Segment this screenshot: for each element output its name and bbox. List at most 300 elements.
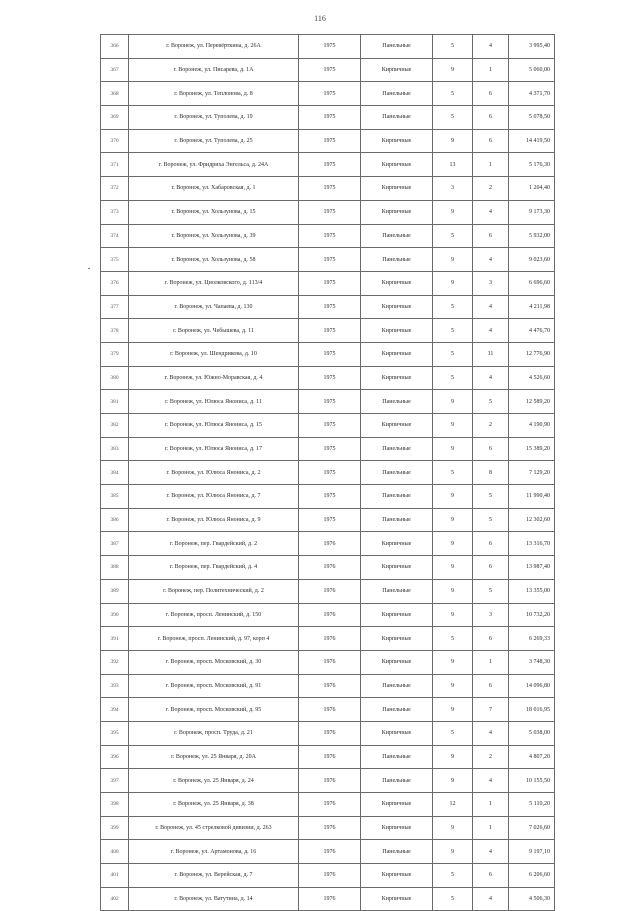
year-cell: 1975 <box>299 177 361 201</box>
row-number-cell: 392 <box>101 650 129 674</box>
year-cell: 1976 <box>299 816 361 840</box>
wall-material-cell: Панельные <box>361 461 433 485</box>
wall-material-cell: Панельные <box>361 674 433 698</box>
row-number-cell: 393 <box>101 674 129 698</box>
year-cell: 1975 <box>299 82 361 106</box>
year-cell: 1975 <box>299 129 361 153</box>
wall-material-cell: Кирпичные <box>361 532 433 556</box>
table-row <box>101 414 555 438</box>
address-cell: г. Воронеж, ул. Юлюса Янониса, д. 11 <box>129 390 299 414</box>
entrances-cell: 4 <box>473 840 509 864</box>
entrances-cell: 4 <box>473 35 509 59</box>
wall-material-cell: Панельные <box>361 437 433 461</box>
floors-cell: 5 <box>433 461 473 485</box>
row-number-cell: 379 <box>101 342 129 366</box>
wall-material-cell: Кирпичные <box>361 271 433 295</box>
floors-cell: 9 <box>433 840 473 864</box>
area-cell: 15 389,20 <box>509 437 555 461</box>
area-cell: 1 204,40 <box>509 177 555 201</box>
wall-material-cell: Кирпичные <box>361 793 433 817</box>
entrances-cell: 1 <box>473 58 509 82</box>
address-cell: г. Воронеж, просп. Московский, д. 91 <box>129 674 299 698</box>
entrances-cell: 6 <box>473 674 509 698</box>
area-cell: 4 211,98 <box>509 295 555 319</box>
table-row <box>101 485 555 509</box>
area-cell: 10 155,50 <box>509 769 555 793</box>
address-cell: г. Воронеж, ул. 25 Января, д. 24 <box>129 769 299 793</box>
row-number-cell: 367 <box>101 58 129 82</box>
area-cell: 9 173,30 <box>509 200 555 224</box>
year-cell: 1975 <box>299 485 361 509</box>
table-row <box>101 82 555 106</box>
wall-material-cell: Кирпичные <box>361 650 433 674</box>
housing-stock-table <box>100 34 555 911</box>
wall-material-cell: Кирпичные <box>361 816 433 840</box>
wall-material-cell: Панельные <box>361 224 433 248</box>
area-cell: 4 371,70 <box>509 82 555 106</box>
address-cell: г. Воронеж, ул. Хабаровская, д. 1 <box>129 177 299 201</box>
year-cell: 1976 <box>299 887 361 911</box>
floors-cell: 9 <box>433 579 473 603</box>
address-cell: г. Воронеж, просп. Труда, д. 21 <box>129 721 299 745</box>
address-cell: г. Воронеж, пер. Гвардейский, д. 4 <box>129 556 299 580</box>
area-cell: 3 995,40 <box>509 35 555 59</box>
row-number-cell: 377 <box>101 295 129 319</box>
row-number-cell: 386 <box>101 508 129 532</box>
entrances-cell: 2 <box>473 177 509 201</box>
table-row <box>101 532 555 556</box>
year-cell: 1975 <box>299 271 361 295</box>
address-cell: г. Воронеж, ул. Ватутина, д. 14 <box>129 887 299 911</box>
address-cell: г. Воронеж, ул. Циолковского, д. 113/4 <box>129 271 299 295</box>
address-cell: г. Воронеж, ул. Южно-Моравская, д. 4 <box>129 366 299 390</box>
floors-cell: 12 <box>433 793 473 817</box>
year-cell: 1975 <box>299 508 361 532</box>
address-cell: г. Воронеж, ул. 25 Января, д. 20А <box>129 745 299 769</box>
entrances-cell: 4 <box>473 319 509 343</box>
entrances-cell: 1 <box>473 153 509 177</box>
floors-cell: 9 <box>433 650 473 674</box>
address-cell: г. Воронеж, просп. Московский, д. 95 <box>129 698 299 722</box>
table-row <box>101 674 555 698</box>
entrances-cell: 6 <box>473 864 509 888</box>
wall-material-cell: Кирпичные <box>361 627 433 651</box>
year-cell: 1975 <box>299 319 361 343</box>
table-row <box>101 129 555 153</box>
year-cell: 1976 <box>299 698 361 722</box>
table-row <box>101 248 555 272</box>
year-cell: 1976 <box>299 532 361 556</box>
table-row <box>101 603 555 627</box>
area-cell: 12 302,60 <box>509 508 555 532</box>
floors-cell: 9 <box>433 698 473 722</box>
entrances-cell: 8 <box>473 461 509 485</box>
row-number-cell: 368 <box>101 82 129 106</box>
floors-cell: 9 <box>433 816 473 840</box>
year-cell: 1975 <box>299 200 361 224</box>
area-cell: 4 526,60 <box>509 366 555 390</box>
table-row <box>101 437 555 461</box>
address-cell: г. Воронеж, ул. Юлюса Янониса, д. 9 <box>129 508 299 532</box>
row-number-cell: 402 <box>101 887 129 911</box>
year-cell: 1976 <box>299 579 361 603</box>
row-number-cell: 380 <box>101 366 129 390</box>
table-row <box>101 864 555 888</box>
wall-material-cell: Кирпичные <box>361 200 433 224</box>
table-row <box>101 816 555 840</box>
table-row <box>101 35 555 59</box>
area-cell: 10 732,20 <box>509 603 555 627</box>
area-cell: 5 078,50 <box>509 106 555 130</box>
row-number-cell: 396 <box>101 745 129 769</box>
table-row <box>101 579 555 603</box>
wall-material-cell: Панельные <box>361 745 433 769</box>
address-cell: г. Воронеж, пер. Политехнический, д. 2 <box>129 579 299 603</box>
entrances-cell: 5 <box>473 508 509 532</box>
table-row <box>101 342 555 366</box>
table-row <box>101 793 555 817</box>
table-row <box>101 224 555 248</box>
wall-material-cell: Кирпичные <box>361 414 433 438</box>
wall-material-cell: Панельные <box>361 35 433 59</box>
entrances-cell: 6 <box>473 556 509 580</box>
area-cell: 14 096,80 <box>509 674 555 698</box>
year-cell: 1976 <box>299 769 361 793</box>
entrances-cell: 6 <box>473 82 509 106</box>
area-cell: 5 060,00 <box>509 58 555 82</box>
year-cell: 1975 <box>299 35 361 59</box>
wall-material-cell: Панельные <box>361 698 433 722</box>
area-cell: 6 696,60 <box>509 271 555 295</box>
floors-cell: 5 <box>433 864 473 888</box>
area-cell: 9 197,10 <box>509 840 555 864</box>
wall-material-cell: Кирпичные <box>361 177 433 201</box>
area-cell: 5 038,00 <box>509 721 555 745</box>
address-cell: г. Воронеж, просп. Ленинский, д. 150 <box>129 603 299 627</box>
table-row <box>101 627 555 651</box>
year-cell: 1975 <box>299 390 361 414</box>
row-number-cell: 391 <box>101 627 129 651</box>
year-cell: 1976 <box>299 864 361 888</box>
row-number-cell: 390 <box>101 603 129 627</box>
row-number-cell: 383 <box>101 437 129 461</box>
year-cell: 1976 <box>299 840 361 864</box>
area-cell: 5 176,30 <box>509 153 555 177</box>
year-cell: 1976 <box>299 650 361 674</box>
table-row <box>101 106 555 130</box>
row-number-cell: 371 <box>101 153 129 177</box>
floors-cell: 9 <box>433 532 473 556</box>
row-number-cell: 400 <box>101 840 129 864</box>
wall-material-cell: Кирпичные <box>361 342 433 366</box>
address-cell: г. Воронеж, ул. Хользунова, д. 39 <box>129 224 299 248</box>
address-cell: г. Воронеж, ул. Хользунова, д. 15 <box>129 200 299 224</box>
entrances-cell: 4 <box>473 295 509 319</box>
table-row <box>101 650 555 674</box>
entrances-cell: 1 <box>473 650 509 674</box>
table-row <box>101 698 555 722</box>
area-cell: 5 110,20 <box>509 793 555 817</box>
address-cell: г. Воронеж, ул. 45 стрелковой дивизии, д. 263 <box>129 816 299 840</box>
row-number-cell: 366 <box>101 35 129 59</box>
row-number-cell: 388 <box>101 556 129 580</box>
floors-cell: 9 <box>433 129 473 153</box>
address-cell: г. Воронеж, ул. Хользунова, д. 58 <box>129 248 299 272</box>
row-number-cell: 398 <box>101 793 129 817</box>
wall-material-cell: Кирпичные <box>361 864 433 888</box>
floors-cell: 9 <box>433 390 473 414</box>
table-row <box>101 887 555 911</box>
area-cell: 13 987,40 <box>509 556 555 580</box>
area-cell: 6 206,60 <box>509 864 555 888</box>
wall-material-cell: Кирпичные <box>361 556 433 580</box>
table-row <box>101 461 555 485</box>
floors-cell: 9 <box>433 556 473 580</box>
entrances-cell: 5 <box>473 390 509 414</box>
entrances-cell: 5 <box>473 579 509 603</box>
wall-material-cell: Панельные <box>361 485 433 509</box>
row-number-cell: 369 <box>101 106 129 130</box>
address-cell: г. Воронеж, ул. Юлюса Янониса, д. 2 <box>129 461 299 485</box>
entrances-cell: 4 <box>473 366 509 390</box>
floors-cell: 9 <box>433 248 473 272</box>
area-cell: 12 589,20 <box>509 390 555 414</box>
row-number-cell: 375 <box>101 248 129 272</box>
year-cell: 1975 <box>299 414 361 438</box>
address-cell: г. Воронеж, ул. Фридриха Энгельса, д. 24А <box>129 153 299 177</box>
year-cell: 1976 <box>299 793 361 817</box>
table-row <box>101 556 555 580</box>
year-cell: 1975 <box>299 461 361 485</box>
floors-cell: 9 <box>433 745 473 769</box>
address-cell: г. Воронеж, просп. Ленинский, д. 97, корп 4 <box>129 627 299 651</box>
address-cell: г. Воронеж, ул. Чапаева, д. 130 <box>129 295 299 319</box>
address-cell: г. Воронеж, ул. Юлюса Янониса, д. 7 <box>129 485 299 509</box>
row-number-cell: 401 <box>101 864 129 888</box>
table-row <box>101 319 555 343</box>
area-cell: 4 807,20 <box>509 745 555 769</box>
row-number-cell: 372 <box>101 177 129 201</box>
area-cell: 14 419,50 <box>509 129 555 153</box>
floors-cell: 5 <box>433 366 473 390</box>
year-cell: 1975 <box>299 342 361 366</box>
address-cell: г. Воронеж, ул. Писарева, д. 1А <box>129 58 299 82</box>
area-cell: 7 129,20 <box>509 461 555 485</box>
address-cell: г. Воронеж, ул. 25 Января, д. 38 <box>129 793 299 817</box>
address-cell: г. Воронеж, ул. Артамонова, д. 16 <box>129 840 299 864</box>
wall-material-cell: Панельные <box>361 579 433 603</box>
floors-cell: 9 <box>433 485 473 509</box>
year-cell: 1976 <box>299 745 361 769</box>
address-cell: г. Воронеж, ул. Верейская, д. 7 <box>129 864 299 888</box>
address-cell: г. Воронеж, ул. Туполева, д. 25 <box>129 129 299 153</box>
row-number-cell: 382 <box>101 414 129 438</box>
address-cell: г. Воронеж, ул. Юлюса Янониса, д. 15 <box>129 414 299 438</box>
row-number-cell: 395 <box>101 721 129 745</box>
wall-material-cell: Панельные <box>361 769 433 793</box>
floors-cell: 9 <box>433 200 473 224</box>
year-cell: 1975 <box>299 437 361 461</box>
table-row <box>101 769 555 793</box>
floors-cell: 13 <box>433 153 473 177</box>
row-number-cell: 399 <box>101 816 129 840</box>
row-number-cell: 373 <box>101 200 129 224</box>
row-number-cell: 381 <box>101 390 129 414</box>
wall-material-cell: Панельные <box>361 508 433 532</box>
year-cell: 1975 <box>299 366 361 390</box>
table-row <box>101 366 555 390</box>
year-cell: 1975 <box>299 106 361 130</box>
scan-speck <box>88 268 90 269</box>
row-number-cell: 389 <box>101 579 129 603</box>
entrances-cell: 4 <box>473 200 509 224</box>
year-cell: 1976 <box>299 721 361 745</box>
table-row <box>101 721 555 745</box>
floors-cell: 3 <box>433 177 473 201</box>
wall-material-cell: Кирпичные <box>361 603 433 627</box>
year-cell: 1976 <box>299 674 361 698</box>
address-cell: г. Воронеж, ул. Теплонова, д. 8 <box>129 82 299 106</box>
year-cell: 1975 <box>299 58 361 82</box>
year-cell: 1976 <box>299 627 361 651</box>
address-cell: г. Воронеж, ул. Шендрикова, д. 10 <box>129 342 299 366</box>
entrances-cell: 3 <box>473 271 509 295</box>
address-cell: г. Воронеж, просп. Московский, д. 30 <box>129 650 299 674</box>
year-cell: 1976 <box>299 556 361 580</box>
entrances-cell: 4 <box>473 248 509 272</box>
area-cell: 13 316,70 <box>509 532 555 556</box>
row-number-cell: 374 <box>101 224 129 248</box>
wall-material-cell: Кирпичные <box>361 319 433 343</box>
area-cell: 4 476,70 <box>509 319 555 343</box>
entrances-cell: 11 <box>473 342 509 366</box>
entrances-cell: 4 <box>473 887 509 911</box>
wall-material-cell: Кирпичные <box>361 129 433 153</box>
table-row <box>101 390 555 414</box>
address-cell: г. Воронеж, ул. Чебышева, д. 11 <box>129 319 299 343</box>
floors-cell: 5 <box>433 319 473 343</box>
address-cell: г. Воронеж, ул. Туполева, д. 19 <box>129 106 299 130</box>
wall-material-cell: Кирпичные <box>361 366 433 390</box>
floors-cell: 9 <box>433 769 473 793</box>
entrances-cell: 1 <box>473 793 509 817</box>
entrances-cell: 2 <box>473 414 509 438</box>
floors-cell: 5 <box>433 721 473 745</box>
wall-material-cell: Панельные <box>361 248 433 272</box>
entrances-cell: 4 <box>473 721 509 745</box>
year-cell: 1975 <box>299 224 361 248</box>
entrances-cell: 1 <box>473 816 509 840</box>
row-number-cell: 394 <box>101 698 129 722</box>
table-row <box>101 153 555 177</box>
row-number-cell: 384 <box>101 461 129 485</box>
table-row <box>101 200 555 224</box>
entrances-cell: 6 <box>473 532 509 556</box>
table-row <box>101 177 555 201</box>
row-number-cell: 376 <box>101 271 129 295</box>
floors-cell: 9 <box>433 414 473 438</box>
table-body <box>101 35 555 911</box>
floors-cell: 9 <box>433 603 473 627</box>
entrances-cell: 7 <box>473 698 509 722</box>
table-row <box>101 508 555 532</box>
floors-cell: 5 <box>433 295 473 319</box>
wall-material-cell: Панельные <box>361 390 433 414</box>
area-cell: 9 023,60 <box>509 248 555 272</box>
entrances-cell: 6 <box>473 129 509 153</box>
area-cell: 3 748,30 <box>509 650 555 674</box>
area-cell: 7 026,60 <box>509 816 555 840</box>
year-cell: 1975 <box>299 248 361 272</box>
table-row <box>101 271 555 295</box>
wall-material-cell: Панельные <box>361 106 433 130</box>
year-cell: 1975 <box>299 295 361 319</box>
table-row <box>101 840 555 864</box>
floors-cell: 5 <box>433 627 473 651</box>
floors-cell: 5 <box>433 224 473 248</box>
area-cell: 4 506,30 <box>509 887 555 911</box>
row-number-cell: 397 <box>101 769 129 793</box>
wall-material-cell: Панельные <box>361 840 433 864</box>
entrances-cell: 4 <box>473 769 509 793</box>
floors-cell: 5 <box>433 82 473 106</box>
floors-cell: 9 <box>433 674 473 698</box>
year-cell: 1976 <box>299 603 361 627</box>
row-number-cell: 385 <box>101 485 129 509</box>
address-cell: г. Воронеж, ул. Юлюса Янониса, д. 17 <box>129 437 299 461</box>
entrances-cell: 6 <box>473 437 509 461</box>
year-cell: 1975 <box>299 153 361 177</box>
entrances-cell: 2 <box>473 745 509 769</box>
floors-cell: 5 <box>433 342 473 366</box>
wall-material-cell: Кирпичные <box>361 721 433 745</box>
entrances-cell: 5 <box>473 485 509 509</box>
address-cell: г. Воронеж, ул. Перевёрткина, д. 26А <box>129 35 299 59</box>
area-cell: 6 269,33 <box>509 627 555 651</box>
floors-cell: 9 <box>433 58 473 82</box>
wall-material-cell: Панельные <box>361 82 433 106</box>
wall-material-cell: Кирпичные <box>361 58 433 82</box>
area-cell: 4 190,90 <box>509 414 555 438</box>
wall-material-cell: Кирпичные <box>361 887 433 911</box>
area-cell: 11 990,40 <box>509 485 555 509</box>
row-number-cell: 370 <box>101 129 129 153</box>
row-number-cell: 378 <box>101 319 129 343</box>
area-cell: 5 932,00 <box>509 224 555 248</box>
entrances-cell: 3 <box>473 603 509 627</box>
address-cell: г. Воронеж, пер. Гвардейский, д. 2 <box>129 532 299 556</box>
entrances-cell: 6 <box>473 106 509 130</box>
area-cell: 13 355,00 <box>509 579 555 603</box>
floors-cell: 5 <box>433 887 473 911</box>
page-number: 116 <box>314 14 326 23</box>
row-number-cell: 387 <box>101 532 129 556</box>
floors-cell: 5 <box>433 35 473 59</box>
wall-material-cell: Кирпичные <box>361 295 433 319</box>
area-cell: 18 016,95 <box>509 698 555 722</box>
floors-cell: 5 <box>433 106 473 130</box>
table-row <box>101 745 555 769</box>
floors-cell: 9 <box>433 508 473 532</box>
entrances-cell: 6 <box>473 224 509 248</box>
wall-material-cell: Кирпичные <box>361 153 433 177</box>
area-cell: 12 776,90 <box>509 342 555 366</box>
entrances-cell: 6 <box>473 627 509 651</box>
floors-cell: 9 <box>433 271 473 295</box>
table-row <box>101 58 555 82</box>
floors-cell: 9 <box>433 437 473 461</box>
table-row <box>101 295 555 319</box>
